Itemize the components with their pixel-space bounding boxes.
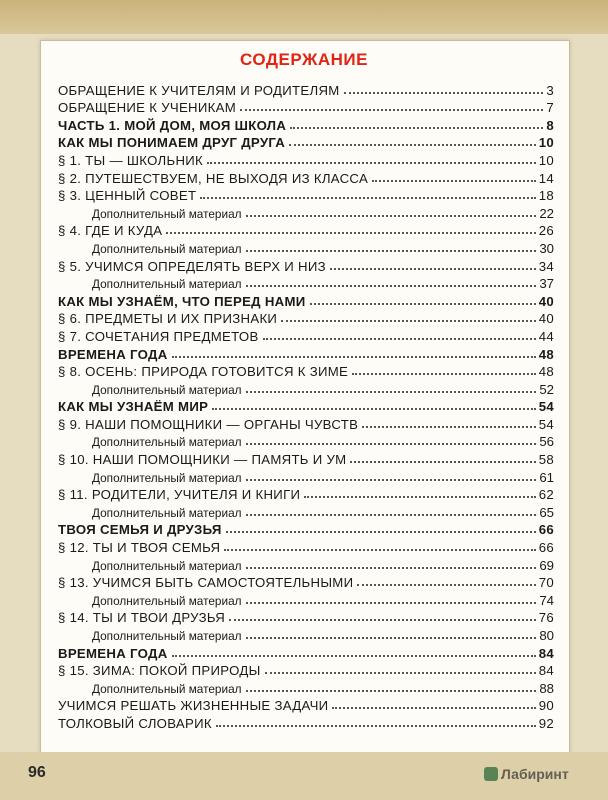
dotted-leader: [310, 303, 536, 305]
dotted-leader: [304, 496, 535, 498]
toc-item-page: 84: [538, 663, 554, 679]
dotted-leader: [246, 479, 537, 481]
toc-item-page: 8: [546, 117, 554, 133]
toc-item-page: 40: [538, 293, 554, 309]
toc-item: [58, 186, 554, 204]
dotted-leader: [246, 637, 537, 639]
dotted-leader: [332, 707, 535, 709]
toc-item-label: Дополнительный материал: [92, 470, 242, 485]
toc-item-page: 66: [538, 522, 554, 538]
toc-item-page: 54: [538, 416, 554, 432]
toc-item-page: 92: [538, 715, 554, 731]
toc-part-heading: [58, 115, 554, 133]
toc-extra-item: [58, 467, 554, 485]
toc-item: [58, 449, 554, 467]
dotted-leader: [246, 567, 537, 569]
dotted-leader: [350, 461, 535, 463]
dotted-leader: [224, 549, 535, 551]
toc-item: [58, 80, 554, 98]
toc-item-label: ОБРАЩЕНИЕ К УЧИТЕЛЯМ И РОДИТЕЛЯМ: [58, 82, 340, 98]
dotted-leader: [216, 725, 536, 727]
toc-part-heading: [58, 291, 554, 309]
toc-item-page: 58: [538, 452, 554, 468]
dotted-leader: [290, 127, 543, 129]
toc-item-page: 48: [538, 364, 554, 380]
toc-extra-item: [58, 502, 554, 520]
toc-item-label: Дополнительный материал: [92, 681, 242, 696]
toc-item-page: 48: [538, 346, 554, 362]
toc-item-label: § 14. ТЫ И ТВОИ ДРУЗЬЯ: [58, 610, 226, 626]
toc-item-page: 90: [538, 698, 554, 714]
toc-item-label: § 6. ПРЕДМЕТЫ И ИХ ПРИЗНАКИ: [58, 311, 278, 327]
toc-item-label: § 10. НАШИ ПОМОЩНИКИ — ПАМЯТЬ И УМ: [58, 452, 347, 468]
dotted-leader: [281, 320, 536, 322]
toc-item-page: 66: [538, 540, 554, 556]
toc-item-label: УЧИМСЯ РЕШАТЬ ЖИЗНЕННЫЕ ЗАДАЧИ: [58, 698, 329, 714]
toc-extra-item: [58, 274, 554, 292]
dotted-leader: [372, 180, 536, 182]
dotted-leader: [344, 92, 544, 94]
toc-item-page: 54: [538, 399, 554, 415]
watermark-text: Лабиринт: [501, 766, 569, 782]
toc-item: [58, 573, 554, 591]
toc-item-label: § 11. РОДИТЕЛИ, УЧИТЕЛЯ И КНИГИ: [58, 487, 301, 503]
toc-item: [58, 221, 554, 239]
dotted-leader: [265, 672, 536, 674]
toc-item-page: 3: [546, 82, 554, 98]
toc-item-page: 37: [539, 276, 554, 292]
dotted-leader: [200, 197, 535, 199]
toc-part-heading: [58, 133, 554, 151]
toc-item-label: ТВОЯ СЕМЬЯ И ДРУЗЬЯ: [58, 522, 222, 538]
dotted-leader: [172, 655, 536, 657]
dotted-leader: [246, 690, 537, 692]
toc-part-heading: [58, 520, 554, 538]
dotted-leader: [166, 232, 535, 234]
toc-item-page: 69: [539, 557, 554, 573]
toc-item-page: 74: [539, 592, 554, 608]
toc-item-label: Дополнительный материал: [92, 558, 242, 573]
dotted-leader: [246, 443, 537, 445]
dotted-leader: [226, 531, 536, 533]
toc-item-page: 62: [538, 487, 554, 503]
toc-item-label: § 3. ЦЕННЫЙ СОВЕТ: [58, 188, 197, 204]
toc-item-page: 34: [538, 258, 554, 274]
toc-item-label: Дополнительный материал: [92, 629, 242, 643]
toc-extra-item: [58, 625, 554, 643]
watermark-logo: [484, 766, 569, 782]
toc-item: [58, 309, 554, 327]
toc-item-page: 30: [539, 240, 554, 256]
toc-item-label: § 13. УЧИМСЯ БЫТЬ САМОСТОЯТЕЛЬНЫМИ: [58, 575, 354, 591]
toc-item-label: КАК МЫ УЗНАЁМ МИР: [58, 399, 209, 415]
toc-part-heading: [58, 397, 554, 415]
toc-extra-item: [58, 432, 554, 450]
toc-item: [58, 168, 554, 186]
dotted-leader: [362, 426, 536, 428]
toc-item: [58, 326, 554, 344]
toc-extra-item: [58, 678, 554, 696]
dotted-leader: [357, 584, 535, 586]
toc-item-label: § 8. ОСЕНЬ: ПРИРОДА ГОТОВИТСЯ К ЗИМЕ: [58, 364, 349, 380]
toc-item-page: 61: [539, 469, 554, 485]
dotted-leader: [207, 162, 536, 164]
toc-item-page: 26: [538, 223, 554, 239]
dotted-leader: [263, 338, 536, 340]
dotted-leader: [289, 144, 536, 146]
table-of-contents: [58, 80, 554, 731]
dotted-leader: [246, 514, 537, 516]
toc-item-label: ЧАСТЬ 1. МОЙ ДОМ, МОЯ ШКОЛА: [58, 117, 287, 133]
toc-item-label: § 2. ПУТЕШЕСТВУЕМ, НЕ ВЫХОДЯ ИЗ КЛАССА: [58, 170, 369, 186]
dotted-leader: [246, 602, 537, 604]
toc-item-page: 18: [538, 188, 554, 204]
dotted-leader: [229, 619, 536, 621]
toc-item: [58, 537, 554, 555]
toc-item-page: 88: [539, 680, 554, 696]
toc-item-page: 22: [539, 205, 554, 221]
toc-extra-item: [58, 238, 554, 256]
toc-item-label: § 7. СОЧЕТАНИЯ ПРЕДМЕТОВ: [58, 328, 259, 344]
toc-item: [58, 150, 554, 168]
toc-item-label: Дополнительный материал: [92, 505, 242, 520]
toc-item-page: 56: [539, 434, 554, 450]
dotted-leader: [352, 373, 536, 375]
toc-item-label: Дополнительный материал: [92, 382, 242, 397]
toc-item-label: ВРЕМЕНА ГОДА: [58, 346, 168, 362]
toc-item-label: Дополнительный материал: [92, 241, 242, 256]
toc-item: [58, 98, 554, 116]
page-number: 96: [28, 764, 46, 781]
toc-item: [58, 414, 554, 432]
toc-item: [58, 485, 554, 503]
toc-item-label: § 9. НАШИ ПОМОЩНИКИ — ОРГАНЫ ЧУВСТВ: [58, 416, 359, 432]
toc-item-label: § 12. ТЫ И ТВОЯ СЕМЬЯ: [58, 540, 221, 556]
toc-item-page: 44: [538, 328, 554, 344]
toc-item-label: Дополнительный материал: [92, 206, 242, 221]
toc-item-label: Дополнительный материал: [92, 593, 242, 608]
toc-item-label: КАК МЫ УЗНАЁМ, ЧТО ПЕРЕД НАМИ: [58, 293, 306, 309]
dotted-leader: [212, 408, 536, 410]
toc-item: [58, 256, 554, 274]
dotted-leader: [172, 356, 536, 358]
toc-item-label: ТОЛКОВЫЙ СЛОВАРИК: [58, 715, 212, 731]
toc-extra-item: [58, 203, 554, 221]
toc-item-page: 65: [539, 504, 554, 520]
toc-item: [58, 713, 554, 731]
toc-item-page: 14: [538, 170, 554, 186]
toc-item-label: Дополнительный материал: [92, 435, 242, 450]
toc-extra-item: [58, 590, 554, 608]
toc-title: СОДЕРЖАНИЕ: [240, 50, 368, 69]
toc-extra-item: [58, 555, 554, 573]
toc-item-page: 10: [538, 135, 554, 151]
toc-item-label: Дополнительный материал: [92, 277, 242, 292]
toc-item-label: § 5. УЧИМСЯ ОПРЕДЕЛЯТЬ ВЕРХ И НИЗ: [58, 258, 326, 274]
toc-item-page: 10: [538, 152, 554, 168]
toc-item-page: 40: [538, 311, 554, 327]
toc-part-heading: [58, 344, 554, 362]
toc-item-page: 52: [539, 381, 554, 397]
top-background-strip: [0, 0, 608, 34]
toc-item-label: § 1. ТЫ — ШКОЛЬНИК: [58, 152, 204, 168]
toc-item-page: 80: [539, 628, 554, 643]
dotted-leader: [246, 285, 537, 287]
dotted-leader: [240, 109, 543, 111]
toc-item-page: 76: [538, 610, 554, 626]
toc-item-page: 84: [538, 645, 554, 661]
toc-item: [58, 362, 554, 380]
dotted-leader: [246, 391, 537, 393]
dotted-leader: [330, 268, 536, 270]
toc-item-page: 70: [538, 575, 554, 591]
toc-item-label: ОБРАЩЕНИЕ К УЧЕНИКАМ: [58, 100, 237, 116]
dotted-leader: [246, 250, 537, 252]
labirint-logo-icon: [484, 767, 498, 781]
toc-extra-item: [58, 379, 554, 397]
toc-item: [58, 661, 554, 679]
toc-part-heading: [58, 643, 554, 661]
dotted-leader: [246, 215, 537, 217]
toc-item-page: 7: [546, 100, 554, 116]
toc-item-label: § 15. ЗИМА: ПОКОЙ ПРИРОДЫ: [58, 663, 261, 679]
toc-item-label: ВРЕМЕНА ГОДА: [58, 645, 168, 661]
toc-item: [58, 696, 554, 714]
toc-item: [58, 608, 554, 626]
toc-item-label: КАК МЫ ПОНИМАЕМ ДРУГ ДРУГА: [58, 135, 286, 151]
toc-item-label: § 4. ГДЕ И КУДА: [58, 223, 163, 239]
